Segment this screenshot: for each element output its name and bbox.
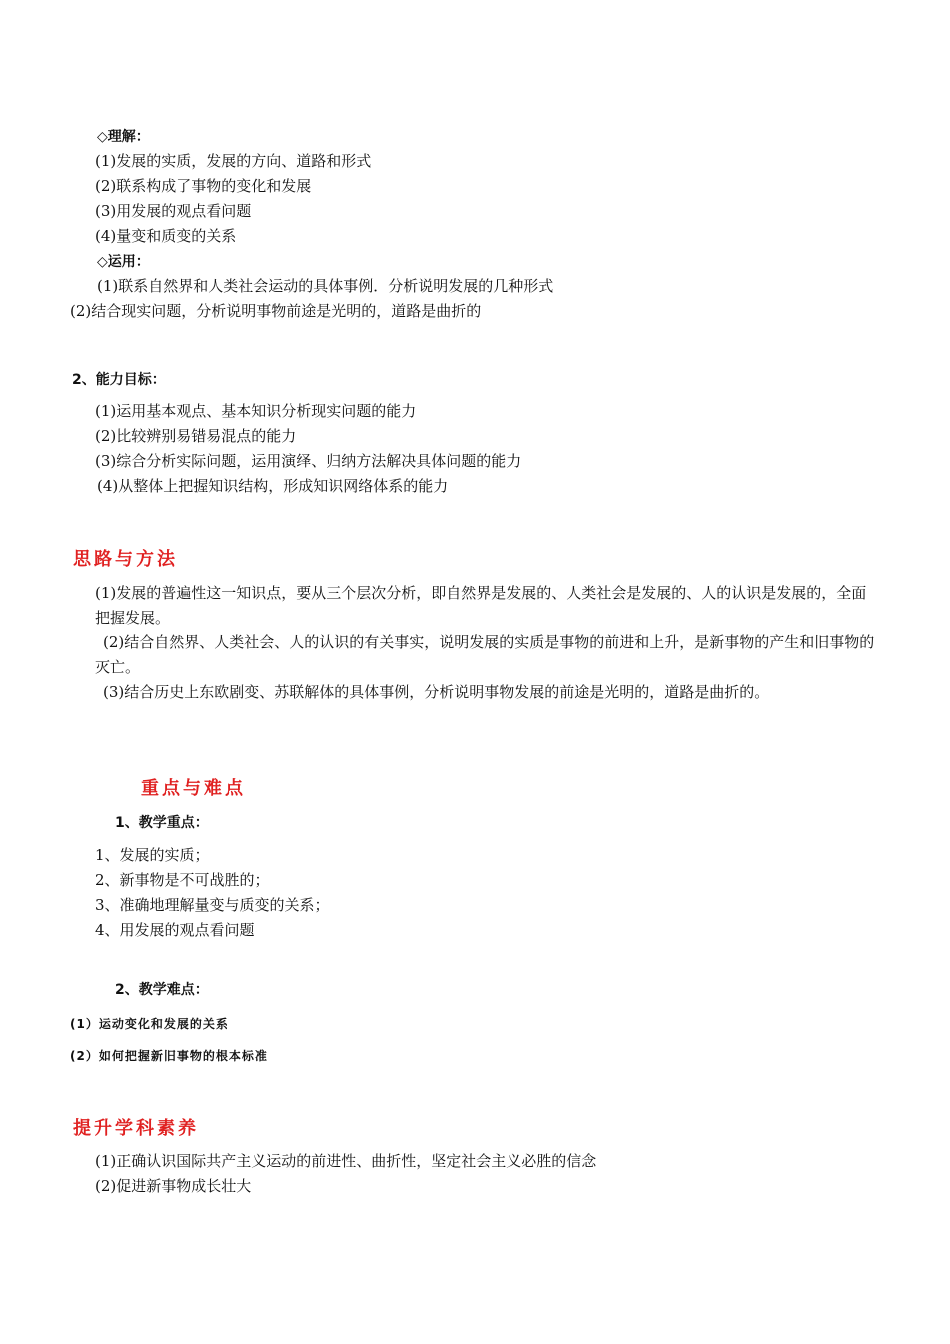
apply-item-2: (2)结合现实问题，分析说明事物前途是光明的，道路是曲折的 xyxy=(70,302,482,320)
ability-item-4: (4)从整体上把握知识结构，形成知识网络体系的能力 xyxy=(97,477,449,495)
understand-item-3: (3)用发展的观点看问题 xyxy=(95,202,252,220)
difficulty-item-2: (2）如何把握新旧事物的根本标准 xyxy=(70,1049,268,1063)
understand-heading: ◇理解： xyxy=(97,129,150,145)
difficulty-heading: 2、教学难点： xyxy=(115,982,209,998)
difficulty-item-1: (1）运动变化和发展的关系 xyxy=(70,1017,229,1031)
apply-heading: ◇运用： xyxy=(97,254,150,270)
understand-item-1: (1)发展的实质，发展的方向、道路和形式 xyxy=(95,152,372,170)
focus-heading: 1、教学重点： xyxy=(115,815,209,831)
ability-item-2: (2)比较辨别易错易混点的能力 xyxy=(95,427,297,445)
method-paragraph-3: (3)结合历史上东欧剧变、苏联解体的具体事例，分析说明事物发展的前途是光明的，道路是曲折的。 xyxy=(103,683,770,701)
method-paragraph-2: (2)结合自然界、人类社会、人的认识的有关事实，说明发展的实质是事物的前进和上升，是新事物的产生和旧事物的灭亡。 xyxy=(95,633,875,676)
understand-item-2: (2)联系构成了事物的变化和发展 xyxy=(95,177,312,195)
literacy-item-2: (2)促进新事物成长壮大 xyxy=(95,1177,252,1195)
literacy-item-1: (1)正确认识国际共产主义运动的前进性、曲折性，坚定社会主义必胜的信念 xyxy=(95,1152,597,1170)
focus-item-2: 2、新事物是不可战胜的； xyxy=(95,871,270,889)
understand-item-4: (4)量变和质变的关系 xyxy=(95,227,237,245)
focus-item-4: 4、用发展的观点看问题 xyxy=(95,921,255,939)
ability-item-1: (1)运用基本观点、基本知识分析现实问题的能力 xyxy=(95,402,417,420)
focus-item-1: 1、发展的实质； xyxy=(95,846,210,864)
method-heading: 思路与方法 xyxy=(73,549,178,570)
literacy-heading: 提升学科素养 xyxy=(73,1118,199,1139)
focus-item-3: 3、准确地理解量变与质变的关系； xyxy=(95,896,330,914)
ability-item-3: (3)综合分析实际问题，运用演绎、归纳方法解决具体问题的能力 xyxy=(95,452,522,470)
method-paragraph-1: (1)发展的普遍性这一知识点，要从三个层次分析，即自然界是发展的、人类社会是发展的、人的认识是发展的，全面把握发展。 xyxy=(95,584,867,627)
keypoints-heading: 重点与难点 xyxy=(141,778,246,799)
ability-heading: 2、能力目标： xyxy=(72,372,166,388)
apply-item-1: (1)联系自然界和人类社会运动的具体事例．分析说明发展的几种形式 xyxy=(97,277,554,295)
